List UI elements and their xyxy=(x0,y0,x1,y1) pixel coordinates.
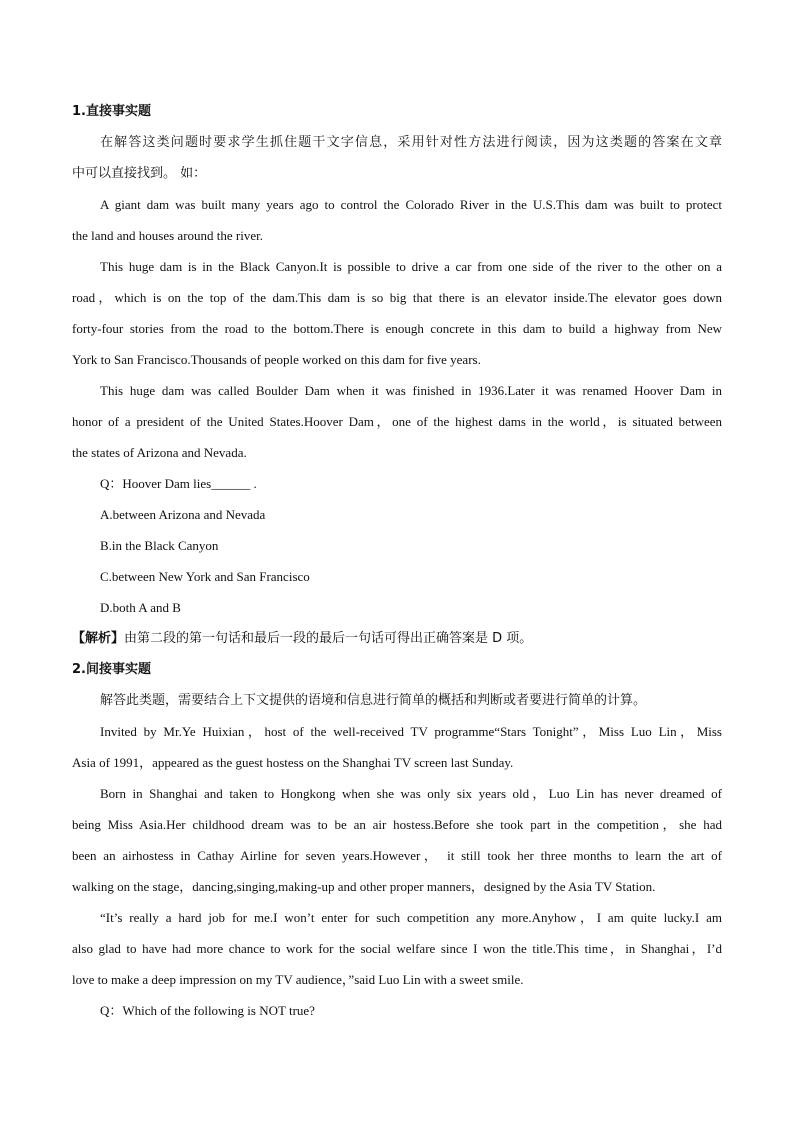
passage2-p2-line3: been an airhostess in Cathay Airline for seven years.However， it still took her three months to learn the art of xyxy=(72,848,722,863)
passage2-p2-line2: being Miss Asia.Her childhood dream was to be an air hostess.Before she took part in the competition，she had xyxy=(72,817,722,832)
passage2-p2-line1: Born in Shanghai and taken to Hongkong when she was only six years old，Luo Lin has never dreamed of xyxy=(100,786,722,801)
analysis-label: 【解析】 xyxy=(72,631,125,646)
passage2-p1-line2: Asia of 1991，appeared as the guest hostess on the Shanghai TV screen last Sunday. xyxy=(72,755,514,770)
passage1-p2-line2: road，which is on the top of the dam.This dam is so big that there is an elevator inside.The elevator goes down xyxy=(72,290,722,305)
option-b: B.in the Black Canyon xyxy=(100,538,219,553)
option-c: C.between New York and San Francisco xyxy=(100,569,310,584)
passage1-p3-line2: honor of a president of the United States.Hoover Dam，one of the highest dams in the world，is situated between xyxy=(72,414,722,429)
question2: Q：Which of the following is NOT true? xyxy=(100,1003,315,1018)
document-page xyxy=(72,96,722,1026)
question1: Q：Hoover Dam lies______ . xyxy=(100,476,257,491)
passage2-p1-line1: Invited by Mr.Ye Huixian，host of the well-received TV programme“Stars Tonight”，Miss Luo Lin，Miss xyxy=(100,724,722,739)
section1-intro-line2: 中可以直接找到。 如： xyxy=(72,166,207,181)
passage2-p3-line3: love to make a deep impression on my TV audience，”said Luo Lin with a sweet smile. xyxy=(72,972,524,987)
passage1-p2-line4: York to San Francisco.Thousands of people worked on this dam for five years. xyxy=(72,352,481,367)
section1-heading: 1.直接事实题 xyxy=(72,104,151,119)
analysis-text: 由第二段的第一句话和最后一段的最后一句话可得出正确答案是 D 项。 xyxy=(124,631,533,646)
passage1-p2-line1: This huge dam is in the Black Canyon.It is possible to drive a car from one side of the river to the other on a xyxy=(100,259,722,274)
option-d: D.both A and B xyxy=(100,600,181,615)
passage1-p2-line3: forty-four stories from the road to the bottom.There is enough concrete in this dam to build a highway from New xyxy=(72,321,722,336)
section1-intro-line1: 在解答这类问题时要求学生抓住题干文字信息，采用针对性方法进行阅读，因为这类题的答案在文章 xyxy=(100,135,722,150)
passage1-p1-line2: the land and houses around the river. xyxy=(72,228,263,243)
passage2-p2-line4: walking on the stage，dancing,singing,making-up and other proper manners，designed by the Asia TV Station. xyxy=(72,879,656,894)
section2-heading: 2.间接事实题 xyxy=(72,662,151,677)
section2-intro-line1: 解答此类题，需要结合上下文提供的语境和信息进行简单的概括和判断或者要进行简单的计算。 xyxy=(100,693,647,708)
passage1-p1-line1: A giant dam was built many years ago to control the Colorado River in the U.S.This dam was built to protect xyxy=(100,197,722,212)
passage1-p3-line3: the states of Arizona and Nevada. xyxy=(72,445,247,460)
option-a: A.between Arizona and Nevada xyxy=(100,507,266,522)
passage1-p3-line1: This huge dam was called Boulder Dam when it was finished in 1936.Later it was renamed Hoover Dam in xyxy=(100,383,722,398)
passage2-p3-line2: also glad to have had more chance to work for the social welfare since I won the title.This time，in Shanghai，I’d xyxy=(72,941,722,956)
passage2-p3-line1: “It’s really a hard job for me.I won’t enter for such competition any more.Anyhow，I am quite lucky.I am xyxy=(100,910,722,925)
analysis-line xyxy=(72,623,722,654)
